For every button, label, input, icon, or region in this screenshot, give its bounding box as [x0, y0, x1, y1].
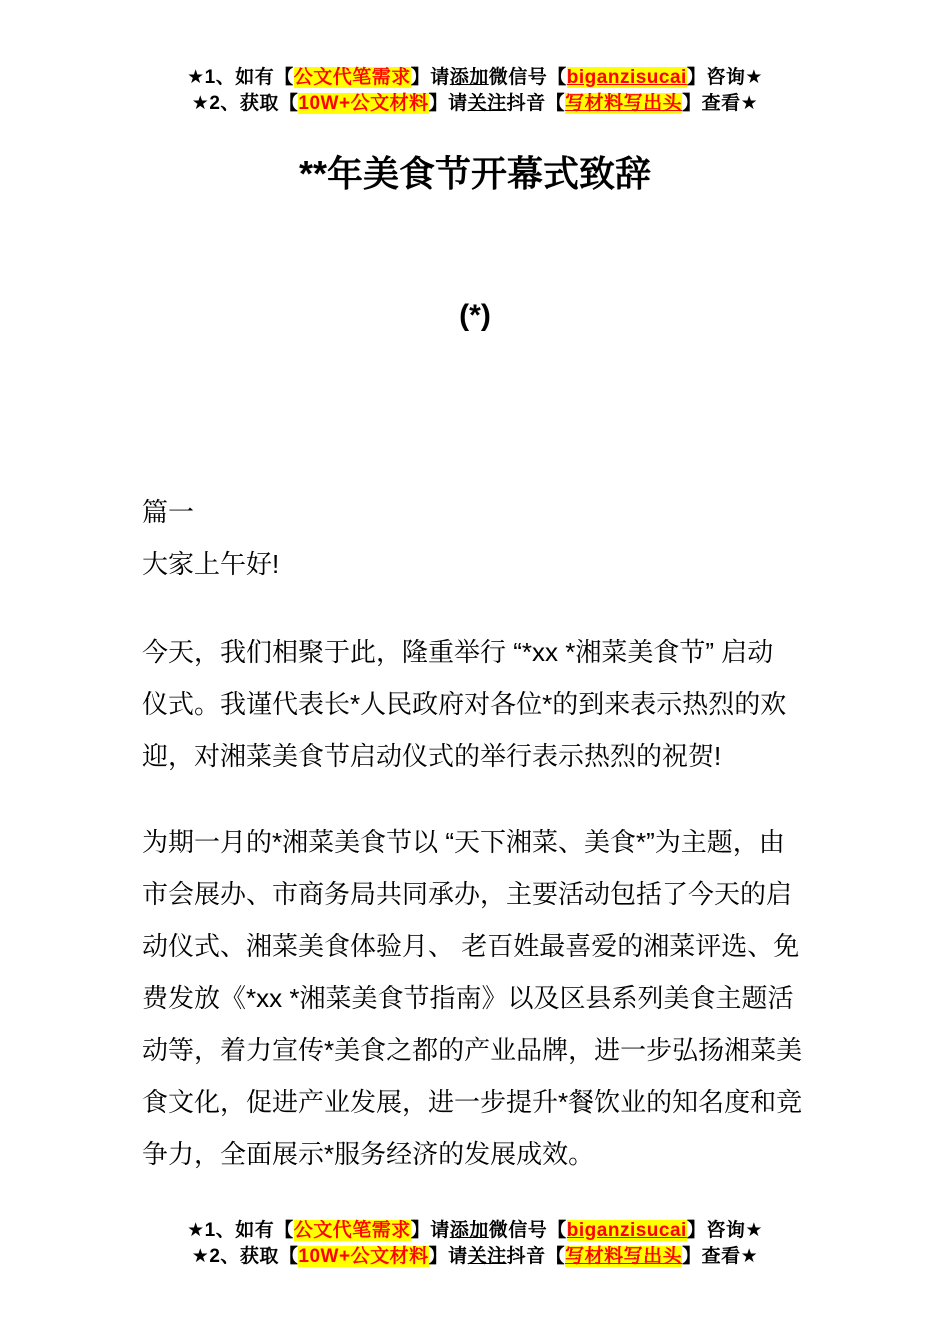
text-line: 动等，着力宣传*美食之都的产业品牌，进一步弘扬湘菜美	[142, 1035, 803, 1065]
text-line: 为期一月的*湘菜美食节以 “天下湘菜、美食*”为主题，由	[142, 827, 785, 857]
promo-account-name: biganzisucai	[566, 1220, 687, 1241]
promo-footer	[0, 1218, 950, 1270]
promo-underlined-word: 关注	[467, 1246, 507, 1267]
promo-text: 】咨询★	[686, 1220, 763, 1241]
promo-account-name: 写材料写出头	[565, 1246, 683, 1267]
promo-highlight: 10W+公文材料	[298, 93, 429, 114]
text-line: 今天，我们相聚于此，隆重举行 “*xx *湘菜美食节” 启动	[142, 637, 774, 667]
promo-highlight: 公文代笔需求	[293, 1220, 411, 1241]
promo-underlined-word: 添加	[449, 1220, 489, 1241]
section-label: 篇一	[142, 497, 195, 527]
text-line: 仪式。我谨代表长*人民政府对各位*的到来表示热烈的欢	[142, 689, 787, 719]
promo-header-line-2	[0, 91, 950, 117]
text-line: 动仪式、湘菜美食体验月、 老百姓最喜爱的湘菜评选、免	[142, 931, 800, 961]
promo-underlined-word: 关注	[467, 93, 507, 114]
promo-text: 抖音【	[506, 93, 566, 114]
promo-account-name: 写材料写出头	[565, 93, 683, 114]
promo-header	[0, 0, 950, 117]
text-line: 争力，全面展示*服务经济的发展成效。	[142, 1139, 595, 1169]
promo-text: ★2、获取【	[191, 93, 299, 114]
greeting-line: 大家上午好!	[142, 549, 280, 579]
promo-underlined-word: 添加	[449, 67, 489, 88]
promo-text: 】请	[410, 67, 450, 88]
promo-header-line-1	[0, 65, 950, 91]
promo-footer-line-2	[0, 1244, 950, 1270]
paragraph-1	[142, 626, 832, 782]
text-line: 市会展办、市商务局共同承办，主要活动包括了今天的启	[142, 879, 793, 909]
text-line: 迎，对湘菜美食节启动仪式的举行表示热烈的祝贺!	[142, 741, 722, 771]
promo-text: 抖音【	[506, 1246, 566, 1267]
promo-text: 】请	[428, 93, 468, 114]
promo-text: 】查看★	[682, 1246, 759, 1267]
paragraph-2	[142, 816, 832, 1180]
promo-text: 】请	[410, 1220, 450, 1241]
promo-text: 微信号【	[488, 67, 567, 88]
masked-subtitle: (*)	[459, 299, 491, 332]
promo-text: 】请	[428, 1246, 468, 1267]
document-title: **年美食节开幕式致辞	[298, 153, 652, 194]
promo-text: 】查看★	[682, 93, 759, 114]
promo-highlight: 公文代笔需求	[293, 67, 411, 88]
text-line: 费发放《*xx *湘菜美食节指南》以及区县系列美食主题活	[142, 983, 794, 1013]
document-body	[0, 486, 950, 1180]
promo-account-name: biganzisucai	[566, 67, 687, 88]
promo-text: 】咨询★	[686, 67, 763, 88]
text-line: 食文化，促进产业发展，进一步提升*餐饮业的知名度和竞	[142, 1087, 803, 1117]
promo-text: ★1、如有【	[187, 1220, 294, 1241]
promo-text: 微信号【	[488, 1220, 567, 1241]
promo-highlight: 10W+公文材料	[298, 1246, 429, 1267]
promo-text: ★1、如有【	[187, 67, 294, 88]
promo-text: ★2、获取【	[191, 1246, 299, 1267]
promo-footer-line-1	[0, 1218, 950, 1244]
